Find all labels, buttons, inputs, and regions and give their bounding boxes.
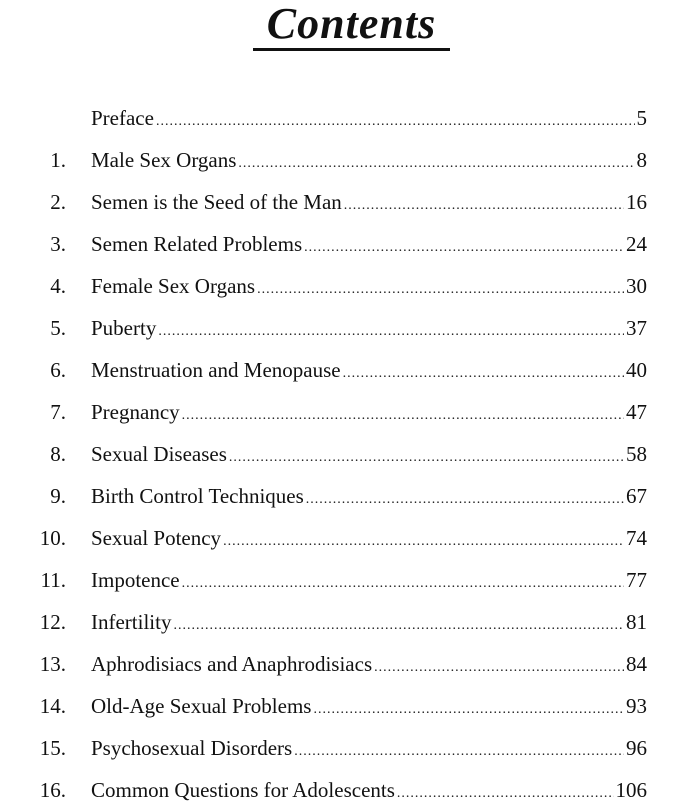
toc-entry-number: 11. — [40, 567, 66, 592]
toc-entry-body — [91, 526, 647, 551]
dot-leader — [313, 702, 624, 718]
toc-entry-title: Birth Control Techniques — [91, 483, 304, 508]
toc-entry-number: 7. — [50, 399, 66, 424]
dot-leader — [158, 324, 624, 340]
dot-leader — [397, 786, 614, 802]
toc-entry-body — [91, 358, 647, 383]
toc-entry-title: Sexual Diseases — [91, 441, 227, 466]
dot-leader — [374, 660, 624, 676]
dot-leader — [173, 618, 624, 634]
toc-entry — [0, 349, 683, 391]
toc-entry-body — [91, 316, 647, 341]
toc-entry-number: 6. — [50, 357, 66, 382]
toc-entry-page: 84 — [626, 651, 647, 676]
toc-entry — [0, 307, 683, 349]
toc-entry — [0, 139, 683, 181]
toc-entry-number: 3. — [50, 231, 66, 256]
toc-entry-title: Infertility — [91, 609, 172, 634]
toc-entry — [0, 601, 683, 643]
toc-entry-body — [91, 232, 647, 257]
toc-entry-page: 40 — [626, 357, 647, 382]
toc-entry-body — [91, 568, 647, 593]
dot-leader — [344, 198, 624, 214]
toc-entry-title: Aphrodisiacs and Anaphrodisiacs — [91, 651, 373, 676]
title-container — [0, 0, 683, 51]
toc-entry — [0, 97, 683, 139]
toc-entry-number: 10. — [39, 525, 66, 550]
toc-entry-page: 106 — [615, 777, 647, 802]
dot-leader — [223, 534, 624, 550]
toc-entry — [0, 559, 683, 601]
toc-entry-body — [91, 736, 647, 761]
toc-entry-number: 4. — [50, 273, 66, 298]
toc-entry-number: 14. — [39, 693, 66, 718]
toc-entry-body — [91, 274, 647, 299]
toc-entry-title: Pregnancy — [91, 399, 180, 424]
toc-entry-body — [91, 652, 647, 677]
toc-entry-number: 5. — [50, 315, 66, 340]
toc-entry-body — [91, 190, 647, 215]
toc-entry — [0, 181, 683, 223]
toc-entry-page: 47 — [626, 399, 647, 424]
toc-entry-page: 16 — [626, 189, 647, 214]
toc-entry — [0, 727, 683, 769]
toc-entry-page: 5 — [636, 105, 647, 130]
toc-entry-title: Puberty — [91, 315, 157, 340]
toc-entry-number: 8. — [50, 441, 66, 466]
toc-entry-title: Female Sex Organs — [91, 273, 256, 298]
toc-entry — [0, 223, 683, 265]
toc-entry-title: Old-Age Sexual Problems — [91, 693, 312, 718]
toc-entry-body — [91, 694, 647, 719]
toc-entry-title: Menstruation and Menopause — [91, 357, 341, 382]
toc-entry — [0, 433, 683, 475]
toc-entry-number: 2. — [50, 189, 66, 214]
dot-leader — [343, 366, 624, 382]
toc-entry-body — [91, 148, 647, 173]
toc-entry-body — [91, 400, 647, 425]
toc-entry-body — [91, 484, 647, 509]
toc-entry-page: 58 — [626, 441, 647, 466]
toc-entry — [0, 517, 683, 559]
toc-entry-body — [91, 106, 647, 131]
toc-entry-page: 37 — [626, 315, 647, 340]
toc-entry-title: Common Questions for Adolescents — [91, 777, 395, 802]
toc-entry-page: 81 — [626, 609, 647, 634]
toc-entry-number: 1. — [50, 147, 66, 172]
toc-entry-page: 93 — [626, 693, 647, 718]
dot-leader — [182, 408, 624, 424]
toc-entry-body — [91, 442, 647, 467]
toc-entry-title: Sexual Potency — [91, 525, 222, 550]
toc-entry — [0, 265, 683, 307]
toc-entry — [0, 685, 683, 727]
toc-entry — [0, 643, 683, 685]
toc-entry-page: 30 — [626, 273, 647, 298]
toc-entry-number: 12. — [39, 609, 66, 634]
toc-entry-page: 24 — [626, 231, 647, 256]
toc-entry-title: Semen is the Seed of the Man — [91, 189, 342, 214]
toc-entry-title: Preface — [91, 105, 154, 130]
dot-leader — [229, 450, 624, 466]
toc-entry-body — [91, 610, 647, 635]
dot-leader — [304, 240, 624, 256]
toc-entry-page: 96 — [626, 735, 647, 760]
toc-entry-number: 15. — [39, 735, 66, 760]
toc-entry — [0, 391, 683, 433]
table-of-contents — [0, 97, 683, 811]
page-title: Contents — [253, 2, 450, 51]
dot-leader — [257, 282, 624, 298]
toc-entry-page: 8 — [636, 147, 647, 172]
toc-entry-page: 67 — [626, 483, 647, 508]
toc-entry — [0, 769, 683, 811]
dot-leader — [156, 114, 635, 130]
dot-leader — [294, 744, 624, 760]
dot-leader — [238, 156, 634, 172]
toc-entry-title: Semen Related Problems — [91, 231, 303, 256]
toc-entry-page: 74 — [626, 525, 647, 550]
toc-entry-title: Male Sex Organs — [91, 147, 237, 172]
toc-entry — [0, 475, 683, 517]
toc-entry-number: 16. — [39, 777, 66, 802]
toc-entry-number: 13. — [39, 651, 66, 676]
toc-entry-page: 77 — [626, 567, 647, 592]
dot-leader — [306, 492, 624, 508]
toc-entry-number: 9. — [50, 483, 66, 508]
toc-entry-title: Impotence — [91, 567, 180, 592]
dot-leader — [182, 576, 624, 592]
toc-entry-body — [91, 778, 647, 803]
toc-entry-title: Psychosexual Disorders — [91, 735, 293, 760]
